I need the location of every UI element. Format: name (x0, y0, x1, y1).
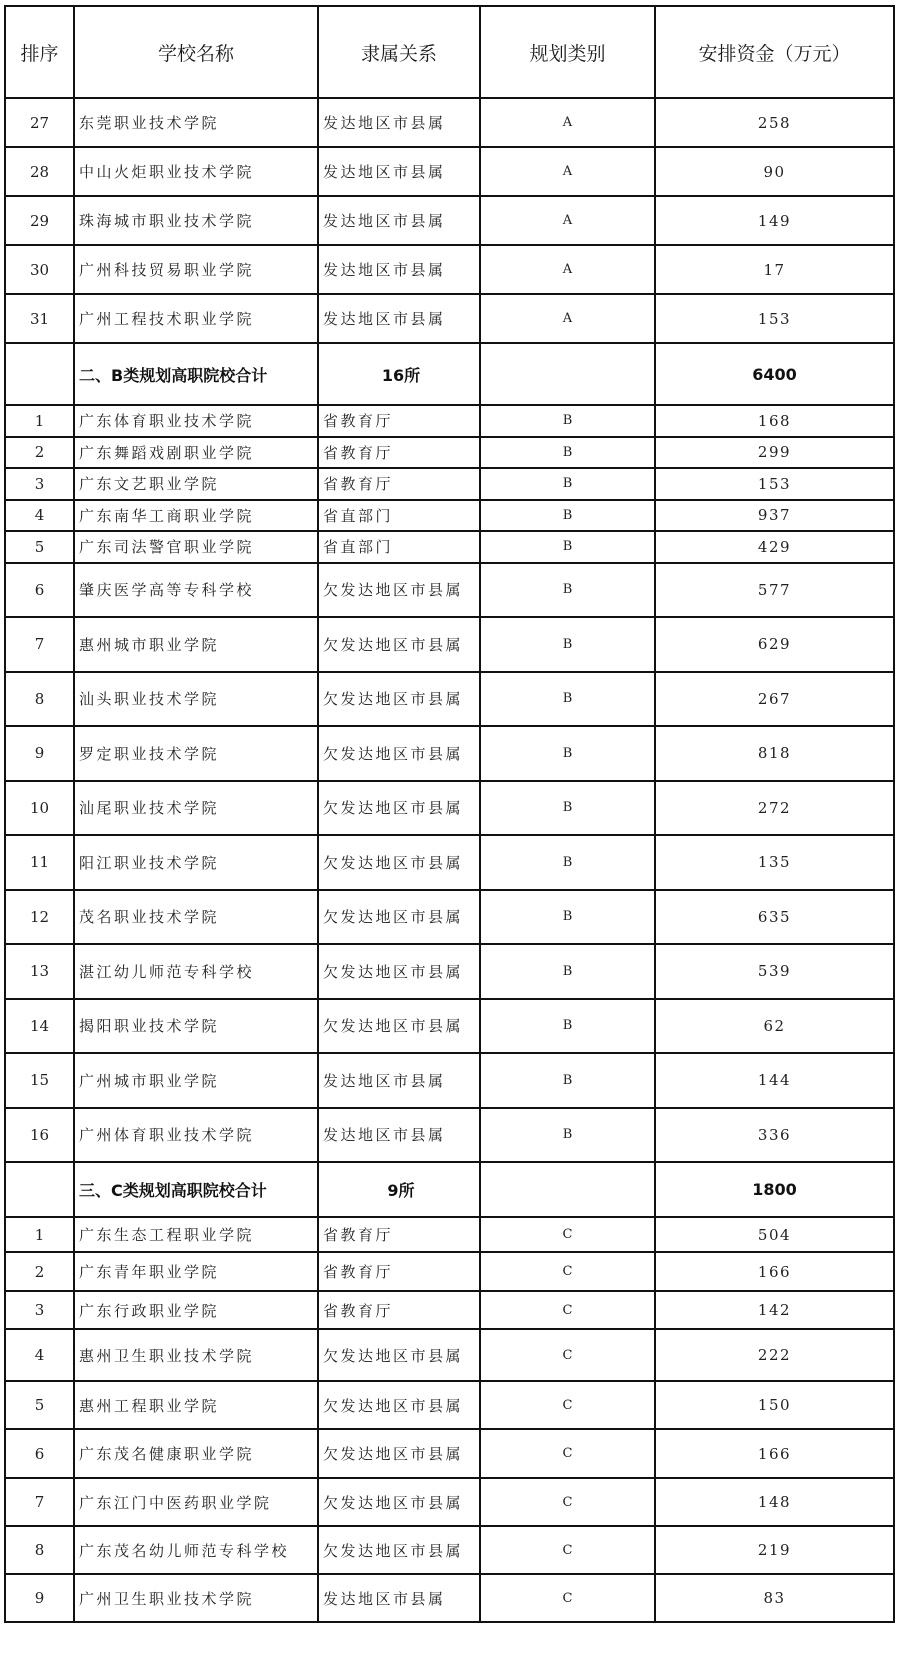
school-name-cell: 肇庆医学高等专科学校 (74, 563, 318, 618)
rank-cell: 8 (5, 672, 74, 727)
affiliation-cell: 省教育厅 (318, 1217, 480, 1252)
table-row (5, 835, 894, 890)
funding-cell: 299 (655, 437, 894, 469)
affiliation-cell: 欠发达地区市县属 (318, 1429, 480, 1478)
rank-cell: 6 (5, 1429, 74, 1478)
funding-cell: 429 (655, 531, 894, 563)
affiliation-cell: 发达地区市县属 (318, 98, 480, 147)
subtotal-count: 16所 (318, 343, 480, 405)
school-name-cell: 茂名职业技术学院 (74, 890, 318, 945)
category-cell: C (480, 1429, 655, 1478)
rank-cell: 28 (5, 147, 74, 196)
rank-cell: 1 (5, 405, 74, 437)
school-name-cell: 广州科技贸易职业学院 (74, 245, 318, 294)
affiliation-cell: 省教育厅 (318, 1291, 480, 1329)
table-row (5, 531, 894, 563)
school-name-cell: 广州体育职业技术学院 (74, 1108, 318, 1163)
affiliation-cell: 欠发达地区市县属 (318, 1478, 480, 1526)
school-name-cell: 惠州工程职业学院 (74, 1381, 318, 1429)
rank-cell: 15 (5, 1053, 74, 1108)
affiliation-cell: 欠发达地区市县属 (318, 999, 480, 1054)
category-cell (480, 343, 655, 405)
funding-cell: 62 (655, 999, 894, 1054)
school-name-cell: 广东南华工商职业学院 (74, 500, 318, 532)
school-name-cell: 广州工程技术职业学院 (74, 294, 318, 343)
funding-cell: 17 (655, 245, 894, 294)
school-name-cell: 惠州城市职业学院 (74, 617, 318, 672)
school-name-cell: 中山火炬职业技术学院 (74, 147, 318, 196)
affiliation-cell: 欠发达地区市县属 (318, 944, 480, 999)
funding-cell: 258 (655, 98, 894, 147)
category-cell: B (480, 999, 655, 1054)
header-category: 规划类别 (480, 6, 655, 98)
funding-cell: 135 (655, 835, 894, 890)
rank-cell: 3 (5, 468, 74, 500)
header-funding: 安排资金（万元） (655, 6, 894, 98)
affiliation-cell: 省直部门 (318, 500, 480, 532)
funding-cell: 222 (655, 1329, 894, 1381)
category-cell: C (480, 1252, 655, 1291)
table-row (5, 726, 894, 781)
rank-cell: 16 (5, 1108, 74, 1163)
rank-cell: 8 (5, 1526, 74, 1574)
subtotal-row (5, 343, 894, 405)
category-cell: B (480, 500, 655, 532)
table-row (5, 1329, 894, 1381)
school-name-cell: 东莞职业技术学院 (74, 98, 318, 147)
school-name-cell: 广东江门中医药职业学院 (74, 1478, 318, 1526)
table-row (5, 1291, 894, 1329)
category-cell: A (480, 294, 655, 343)
category-cell: C (480, 1217, 655, 1252)
category-cell: C (480, 1574, 655, 1622)
category-cell: B (480, 563, 655, 618)
rank-cell: 11 (5, 835, 74, 890)
affiliation-cell: 发达地区市县属 (318, 1108, 480, 1163)
table-row (5, 245, 894, 294)
rank-cell: 2 (5, 437, 74, 469)
rank-cell: 7 (5, 617, 74, 672)
rank-cell: 9 (5, 1574, 74, 1622)
category-cell: A (480, 147, 655, 196)
table-row (5, 294, 894, 343)
header-school: 学校名称 (74, 6, 318, 98)
table-row (5, 999, 894, 1054)
subtotal-funding: 1800 (655, 1162, 894, 1217)
funding-cell: 577 (655, 563, 894, 618)
affiliation-cell: 欠发达地区市县属 (318, 1381, 480, 1429)
table-row (5, 500, 894, 532)
category-cell: A (480, 196, 655, 245)
funding-cell: 504 (655, 1217, 894, 1252)
school-name-cell: 汕头职业技术学院 (74, 672, 318, 727)
school-name-cell: 广东行政职业学院 (74, 1291, 318, 1329)
affiliation-cell: 省教育厅 (318, 405, 480, 437)
table-row (5, 98, 894, 147)
category-cell: C (480, 1291, 655, 1329)
category-cell: C (480, 1478, 655, 1526)
rank-cell: 5 (5, 531, 74, 563)
rank-cell (5, 343, 74, 405)
rank-cell: 29 (5, 196, 74, 245)
affiliation-cell: 欠发达地区市县属 (318, 563, 480, 618)
school-name-cell: 阳江职业技术学院 (74, 835, 318, 890)
table-row (5, 196, 894, 245)
funding-cell: 272 (655, 781, 894, 836)
school-name-cell: 湛江幼儿师范专科学校 (74, 944, 318, 999)
school-name-cell: 广东茂名幼儿师范专科学校 (74, 1526, 318, 1574)
rank-cell: 9 (5, 726, 74, 781)
table-row (5, 944, 894, 999)
affiliation-cell: 发达地区市县属 (318, 196, 480, 245)
category-cell: B (480, 468, 655, 500)
school-name-cell: 广东体育职业技术学院 (74, 405, 318, 437)
table-row (5, 147, 894, 196)
funding-cell: 629 (655, 617, 894, 672)
category-cell (480, 1162, 655, 1217)
table-row (5, 1053, 894, 1108)
rank-cell (5, 1162, 74, 1217)
school-name-cell: 惠州卫生职业技术学院 (74, 1329, 318, 1381)
funding-cell: 818 (655, 726, 894, 781)
header-affiliation: 隶属关系 (318, 6, 480, 98)
table-row (5, 405, 894, 437)
school-name-cell: 汕尾职业技术学院 (74, 781, 318, 836)
rank-cell: 12 (5, 890, 74, 945)
table-row (5, 1381, 894, 1429)
rank-cell: 6 (5, 563, 74, 618)
category-cell: B (480, 617, 655, 672)
table-row (5, 437, 894, 469)
affiliation-cell: 发达地区市县属 (318, 294, 480, 343)
category-cell: B (480, 1108, 655, 1163)
rank-cell: 5 (5, 1381, 74, 1429)
category-cell: B (480, 672, 655, 727)
affiliation-cell: 发达地区市县属 (318, 1053, 480, 1108)
funding-cell: 148 (655, 1478, 894, 1526)
rank-cell: 1 (5, 1217, 74, 1252)
rank-cell: 3 (5, 1291, 74, 1329)
rank-cell: 2 (5, 1252, 74, 1291)
category-cell: B (480, 781, 655, 836)
funding-cell: 90 (655, 147, 894, 196)
table-row (5, 1252, 894, 1291)
school-name-cell: 广州卫生职业技术学院 (74, 1574, 318, 1622)
category-cell: B (480, 437, 655, 469)
school-name-cell: 广州城市职业学院 (74, 1053, 318, 1108)
affiliation-cell: 省教育厅 (318, 468, 480, 500)
affiliation-cell: 欠发达地区市县属 (318, 726, 480, 781)
table-row (5, 1526, 894, 1574)
subtotal-funding: 6400 (655, 343, 894, 405)
funding-cell: 150 (655, 1381, 894, 1429)
table-row (5, 1217, 894, 1252)
header-rank: 排序 (5, 6, 74, 98)
rank-cell: 7 (5, 1478, 74, 1526)
table-row (5, 781, 894, 836)
funding-cell: 635 (655, 890, 894, 945)
table-row (5, 672, 894, 727)
school-name-cell: 罗定职业技术学院 (74, 726, 318, 781)
funding-cell: 937 (655, 500, 894, 532)
funding-cell: 166 (655, 1429, 894, 1478)
rank-cell: 14 (5, 999, 74, 1054)
school-name-cell: 广东舞蹈戏剧职业学院 (74, 437, 318, 469)
affiliation-cell: 省直部门 (318, 531, 480, 563)
table-row (5, 617, 894, 672)
funding-cell: 219 (655, 1526, 894, 1574)
funding-cell: 153 (655, 294, 894, 343)
table-row (5, 1429, 894, 1478)
table-row (5, 1574, 894, 1622)
table-row (5, 890, 894, 945)
affiliation-cell: 欠发达地区市县属 (318, 1329, 480, 1381)
subtotal-count: 9所 (318, 1162, 480, 1217)
table-row (5, 1478, 894, 1526)
affiliation-cell: 发达地区市县属 (318, 245, 480, 294)
affiliation-cell: 省教育厅 (318, 1252, 480, 1291)
school-name-cell: 揭阳职业技术学院 (74, 999, 318, 1054)
affiliation-cell: 欠发达地区市县属 (318, 1526, 480, 1574)
rank-cell: 31 (5, 294, 74, 343)
funding-cell: 168 (655, 405, 894, 437)
table-row (5, 563, 894, 618)
affiliation-cell: 发达地区市县属 (318, 147, 480, 196)
funding-cell: 166 (655, 1252, 894, 1291)
school-name-cell: 广东文艺职业学院 (74, 468, 318, 500)
funding-cell: 267 (655, 672, 894, 727)
funding-cell: 153 (655, 468, 894, 500)
category-cell: B (480, 726, 655, 781)
rank-cell: 4 (5, 500, 74, 532)
category-cell: C (480, 1526, 655, 1574)
funding-cell: 336 (655, 1108, 894, 1163)
table-row (5, 468, 894, 500)
school-name-cell: 珠海城市职业技术学院 (74, 196, 318, 245)
category-cell: A (480, 245, 655, 294)
funding-cell: 83 (655, 1574, 894, 1622)
school-name-cell: 广东茂名健康职业学院 (74, 1429, 318, 1478)
subtotal-label: 三、C类规划高职院校合计 (74, 1162, 318, 1217)
affiliation-cell: 发达地区市县属 (318, 1574, 480, 1622)
category-cell: B (480, 405, 655, 437)
funding-cell: 149 (655, 196, 894, 245)
category-cell: B (480, 944, 655, 999)
category-cell: A (480, 98, 655, 147)
category-cell: B (480, 1053, 655, 1108)
funding-cell: 539 (655, 944, 894, 999)
affiliation-cell: 省教育厅 (318, 437, 480, 469)
funding-cell: 142 (655, 1291, 894, 1329)
table-header-row (5, 6, 894, 98)
school-name-cell: 广东司法警官职业学院 (74, 531, 318, 563)
table-body (5, 98, 894, 1622)
school-name-cell: 广东生态工程职业学院 (74, 1217, 318, 1252)
category-cell: C (480, 1381, 655, 1429)
rank-cell: 13 (5, 944, 74, 999)
category-cell: B (480, 835, 655, 890)
affiliation-cell: 欠发达地区市县属 (318, 781, 480, 836)
rank-cell: 30 (5, 245, 74, 294)
affiliation-cell: 欠发达地区市县属 (318, 617, 480, 672)
rank-cell: 4 (5, 1329, 74, 1381)
rank-cell: 10 (5, 781, 74, 836)
category-cell: C (480, 1329, 655, 1381)
table-row (5, 1108, 894, 1163)
affiliation-cell: 欠发达地区市县属 (318, 835, 480, 890)
school-name-cell: 广东青年职业学院 (74, 1252, 318, 1291)
category-cell: B (480, 890, 655, 945)
affiliation-cell: 欠发达地区市县属 (318, 672, 480, 727)
affiliation-cell: 欠发达地区市县属 (318, 890, 480, 945)
rank-cell: 27 (5, 98, 74, 147)
funding-cell: 144 (655, 1053, 894, 1108)
funding-table (4, 5, 895, 1623)
subtotal-label: 二、B类规划高职院校合计 (74, 343, 318, 405)
subtotal-row (5, 1162, 894, 1217)
category-cell: B (480, 531, 655, 563)
